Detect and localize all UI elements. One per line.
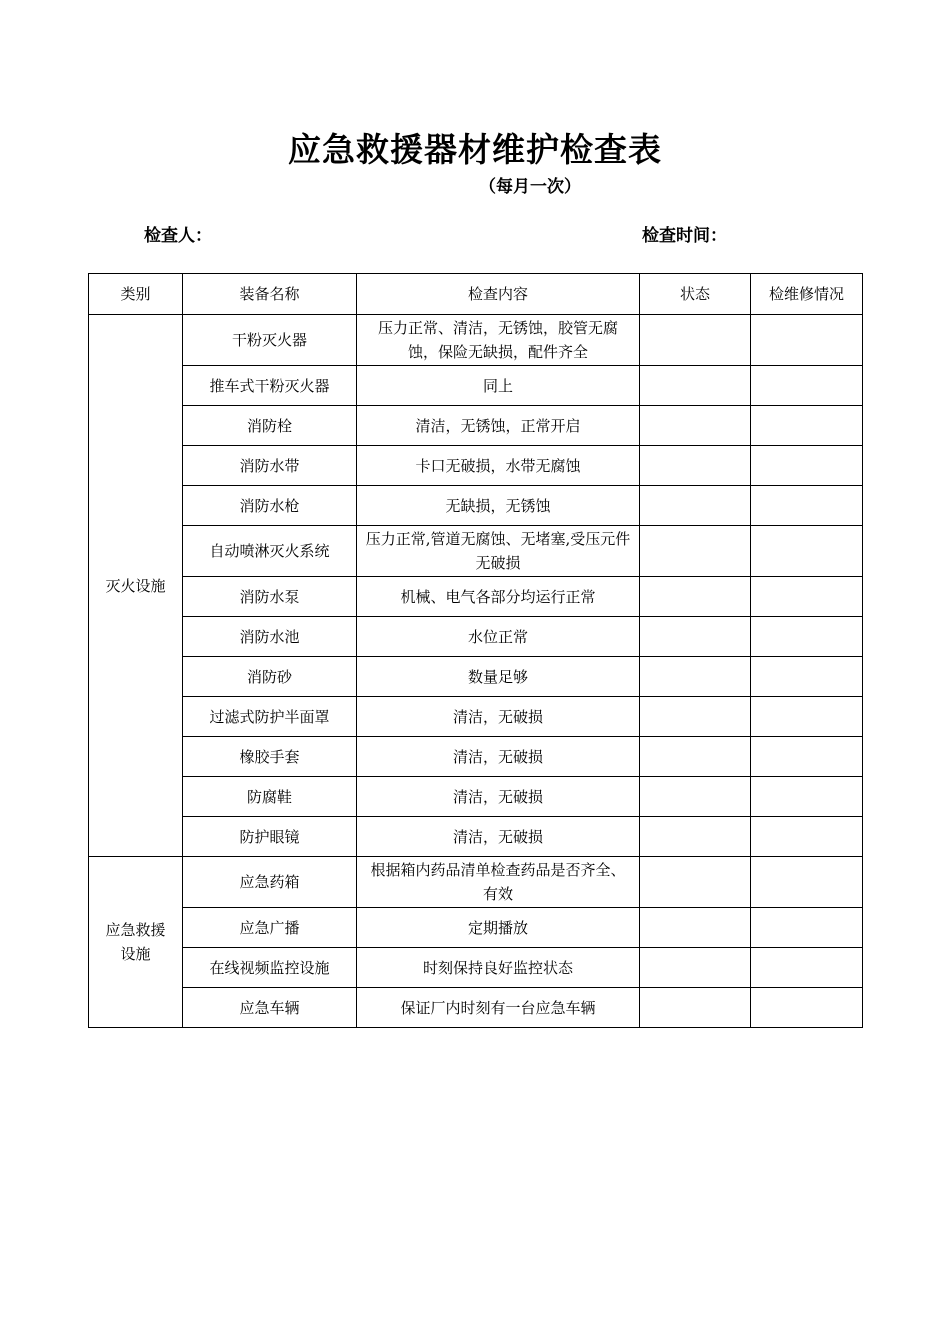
- repair-cell: [751, 697, 863, 737]
- status-cell: [640, 777, 751, 817]
- check-content-cell: 同上: [357, 366, 640, 406]
- status-cell: [640, 657, 751, 697]
- repair-cell: [751, 366, 863, 406]
- repair-cell: [751, 526, 863, 577]
- equipment-name-cell: 应急车辆: [183, 988, 357, 1028]
- repair-cell: [751, 908, 863, 948]
- header-repair: 检维修情况: [751, 274, 863, 315]
- repair-cell: [751, 737, 863, 777]
- table-row: [89, 697, 863, 737]
- equipment-name-cell: 消防水枪: [183, 486, 357, 526]
- table-row: [89, 857, 863, 908]
- status-cell: [640, 617, 751, 657]
- repair-cell: [751, 988, 863, 1028]
- table-row: [89, 908, 863, 948]
- status-cell: [640, 737, 751, 777]
- equipment-name-cell: 干粉灭火器: [183, 315, 357, 366]
- table-row: [89, 406, 863, 446]
- check-content-cell: 清洁，无破损: [357, 737, 640, 777]
- table-row: [89, 617, 863, 657]
- status-cell: [640, 697, 751, 737]
- check-content-cell: 无缺损，无锈蚀: [357, 486, 640, 526]
- table-row: [89, 446, 863, 486]
- table-row: [89, 526, 863, 577]
- check-content-cell: 数量足够: [357, 657, 640, 697]
- status-cell: [640, 486, 751, 526]
- table-row: [89, 948, 863, 988]
- header-check-content: 检查内容: [357, 274, 640, 315]
- repair-cell: [751, 857, 863, 908]
- status-cell: [640, 988, 751, 1028]
- check-content-cell: 清洁，无破损: [357, 817, 640, 857]
- inspection-time-label: 检查时间：: [642, 226, 727, 246]
- equipment-name-cell: 消防水池: [183, 617, 357, 657]
- page-title: 应急救援器材维护检查表: [288, 130, 662, 169]
- header-category: 类别: [89, 274, 183, 315]
- equipment-name-cell: 应急广播: [183, 908, 357, 948]
- equipment-name-cell: 过滤式防护半面罩: [183, 697, 357, 737]
- page-subtitle: （每月一次）: [479, 177, 581, 197]
- equipment-name-cell: 应急药箱: [183, 857, 357, 908]
- table-body: [89, 315, 863, 1028]
- category-cell: 应急救援设施: [89, 857, 183, 1028]
- table-header: [89, 274, 863, 315]
- header-status: 状态: [640, 274, 751, 315]
- table-row: [89, 315, 863, 366]
- check-content-cell: 清洁，无破损: [357, 777, 640, 817]
- repair-cell: [751, 577, 863, 617]
- equipment-name-cell: 消防水泵: [183, 577, 357, 617]
- status-cell: [640, 908, 751, 948]
- check-content-cell: 清洁，无锈蚀，正常开启: [357, 406, 640, 446]
- repair-cell: [751, 657, 863, 697]
- table-row: [89, 486, 863, 526]
- check-content-cell: 机械、电气各部分均运行正常: [357, 577, 640, 617]
- check-content-cell: 水位正常: [357, 617, 640, 657]
- equipment-name-cell: 橡胶手套: [183, 737, 357, 777]
- status-cell: [640, 446, 751, 486]
- table-row: [89, 777, 863, 817]
- equipment-name-cell: 消防水带: [183, 446, 357, 486]
- equipment-name-cell: 防腐鞋: [183, 777, 357, 817]
- table-row: [89, 366, 863, 406]
- repair-cell: [751, 446, 863, 486]
- repair-cell: [751, 315, 863, 366]
- check-content-cell: 压力正常、清洁，无锈蚀，胶管无腐蚀，保险无缺损，配件齐全: [357, 315, 640, 366]
- status-cell: [640, 857, 751, 908]
- equipment-name-cell: 推车式干粉灭火器: [183, 366, 357, 406]
- status-cell: [640, 948, 751, 988]
- category-cell: 灭火设施: [89, 315, 183, 857]
- table-row: [89, 737, 863, 777]
- status-cell: [640, 315, 751, 366]
- check-content-cell: 清洁，无破损: [357, 697, 640, 737]
- table-row: [89, 988, 863, 1028]
- status-cell: [640, 526, 751, 577]
- inspector-label: 检查人：: [144, 226, 212, 246]
- header-equipment-name: 装备名称: [183, 274, 357, 315]
- table-row: [89, 577, 863, 617]
- status-cell: [640, 577, 751, 617]
- status-cell: [640, 366, 751, 406]
- repair-cell: [751, 617, 863, 657]
- equipment-name-cell: 防护眼镜: [183, 817, 357, 857]
- check-content-cell: 压力正常,管道无腐蚀、无堵塞,受压元件无破损: [357, 526, 640, 577]
- inspection-table: [88, 273, 863, 1028]
- equipment-name-cell: 消防栓: [183, 406, 357, 446]
- table-row: [89, 657, 863, 697]
- check-content-cell: 卡口无破损，水带无腐蚀: [357, 446, 640, 486]
- repair-cell: [751, 948, 863, 988]
- table-row: [89, 817, 863, 857]
- repair-cell: [751, 486, 863, 526]
- equipment-name-cell: 在线视频监控设施: [183, 948, 357, 988]
- check-content-cell: 保证厂内时刻有一台应急车辆: [357, 988, 640, 1028]
- repair-cell: [751, 406, 863, 446]
- equipment-name-cell: 消防砂: [183, 657, 357, 697]
- check-content-cell: 定期播放: [357, 908, 640, 948]
- check-content-cell: 根据箱内药品清单检查药品是否齐全、有效: [357, 857, 640, 908]
- check-content-cell: 时刻保持良好监控状态: [357, 948, 640, 988]
- header-row: [89, 274, 863, 315]
- repair-cell: [751, 777, 863, 817]
- repair-cell: [751, 817, 863, 857]
- status-cell: [640, 817, 751, 857]
- status-cell: [640, 406, 751, 446]
- equipment-name-cell: 自动喷淋灭火系统: [183, 526, 357, 577]
